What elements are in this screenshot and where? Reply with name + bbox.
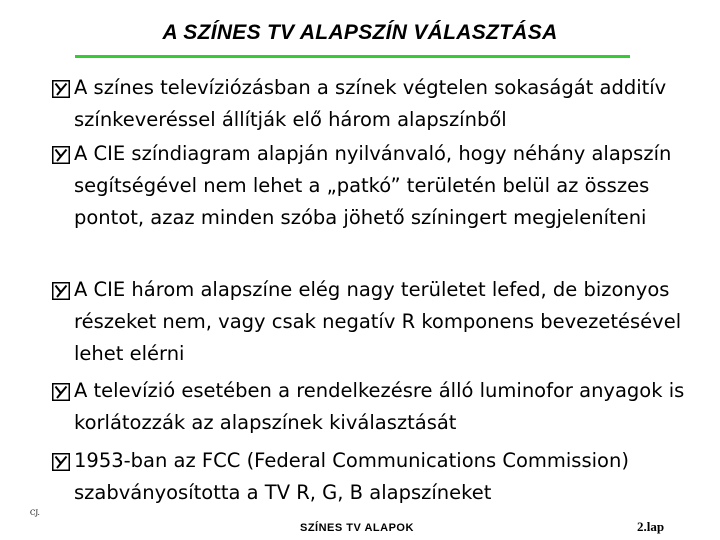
- bullet-text: 1953-ban az FCC (Federal Communications Commission) szabványosította a TV R, G, B alapszíneket: [74, 449, 629, 504]
- footer-author: CJ.: [30, 509, 40, 517]
- bullet-item: [52, 274, 692, 370]
- checkbox-y-icon: [52, 80, 70, 98]
- page-number: 2.lap: [637, 519, 665, 534]
- checkbox-y-icon: [52, 383, 70, 401]
- checkbox-y-icon: [52, 453, 70, 471]
- checkbox-y-icon: [52, 282, 70, 300]
- bullet-text: A CIE színdiagram alapján nyilvánvaló, hogy néhány alapszín segítségével nem lehet a „patkó” területén belül az összes pontot, azaz minden szóba jöhető színingert megjeleníteni: [74, 142, 672, 229]
- checkbox-y-icon: [52, 146, 70, 164]
- bullet-text: A színes televíziózásban a színek végtelen sokaságát additív színkeveréssel állítják elő három alapszínből: [74, 76, 667, 131]
- bullet-item: [52, 375, 692, 439]
- bullet-item: [52, 72, 692, 136]
- bullet-item: [52, 138, 692, 234]
- slide-title: A SZÍNES TV ALAPSZÍN VÁLASZTÁSA: [162, 21, 558, 44]
- bullet-text: A televízió esetében a rendelkezésre álló luminofor anyagok is korlátozzák az alapszínek kiválasztását: [74, 379, 685, 434]
- bullet-text: A CIE három alapszíne elég nagy területet lefed, de bizonyos részeket nem, vagy csak negatív R komponens bevezetésével lehet elérni: [74, 278, 682, 365]
- bullet-item: [52, 445, 692, 509]
- title-underline: [75, 55, 630, 58]
- footer-title: SZÍNES TV ALAPOK: [300, 522, 414, 534]
